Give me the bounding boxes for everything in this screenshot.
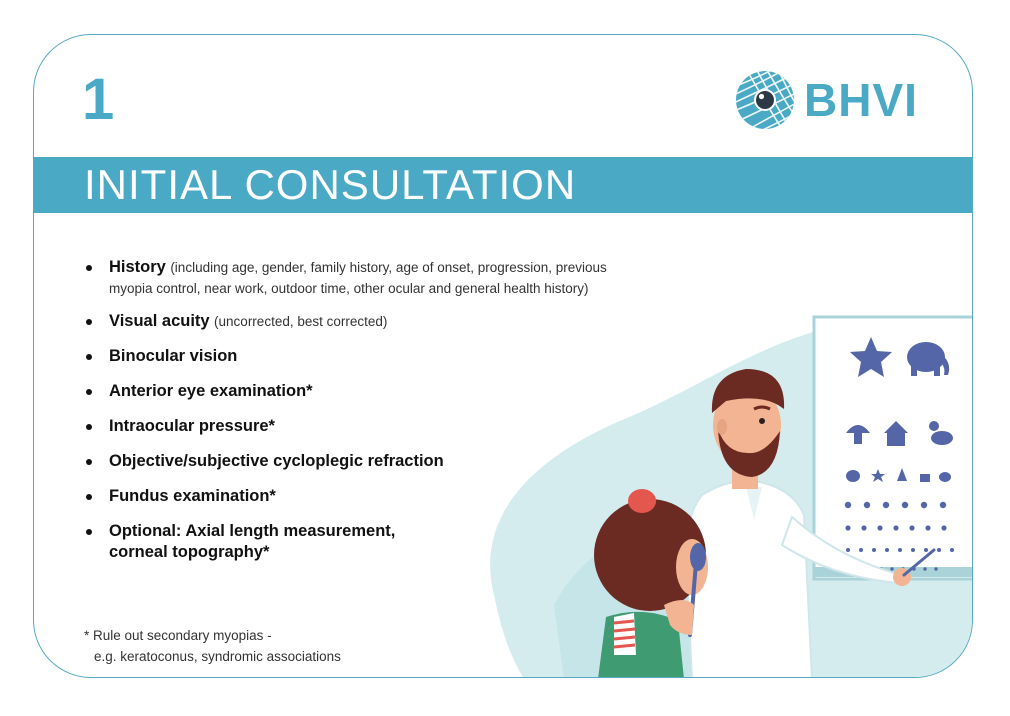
item-title: Intraocular pressure*: [109, 417, 275, 435]
item-title: Visual acuity: [109, 312, 210, 330]
eye-logo-icon: [734, 69, 796, 131]
page-title: INITIAL CONSULTATION: [84, 161, 577, 208]
eye-exam-illustration: [464, 305, 973, 678]
consultation-card: [33, 34, 973, 678]
item-title: Fundus examination*: [109, 487, 276, 505]
item-title: Binocular vision: [109, 347, 238, 365]
item-title: Anterior eye examination*: [109, 382, 313, 400]
footnote-line: * Rule out secondary myopias -: [84, 628, 272, 643]
step-number: 1: [82, 67, 115, 132]
item-title: Optional: Axial length measurement, corneal topography*: [109, 522, 396, 561]
item-title: Objective/subjective cycloplegic refraction: [109, 452, 444, 470]
eye-chart: [814, 317, 973, 579]
brand-name: BHVI: [804, 74, 918, 126]
item-note: (uncorrected, best corrected): [214, 314, 388, 329]
footnote-line: e.g. keratoconus, syndromic associations: [94, 649, 341, 664]
list-item: [84, 257, 654, 299]
list-item: [84, 521, 439, 563]
bhvi-logo: [734, 69, 918, 131]
title-banner: [34, 157, 972, 213]
item-title: History: [109, 258, 166, 276]
item-note: (including age, gender, family history, age of onset, progression, previous myopia control, near work, outdoor time, other ocular and general health history): [109, 260, 607, 296]
footnote: [84, 625, 341, 667]
dot-row: [846, 548, 954, 552]
